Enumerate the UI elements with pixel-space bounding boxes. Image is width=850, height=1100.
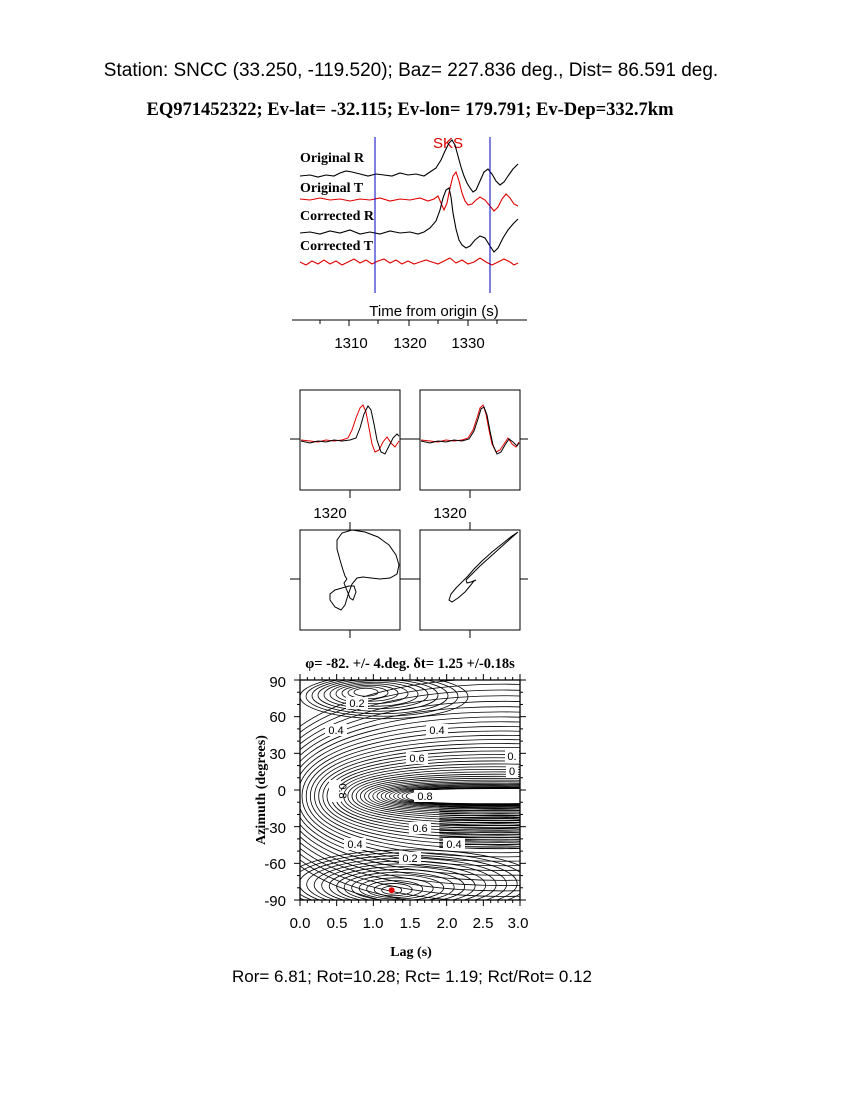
contour-line — [390, 786, 525, 805]
trace-label-corrected-r: Corrected R — [300, 209, 374, 224]
phase-label: SKS — [433, 135, 464, 152]
ratios-line: Ror= 6.81; Rot=10.28; Rct= 1.19; Rct/Rot= 0.12 — [231, 967, 593, 986]
wave-tick-left: 1320 — [313, 505, 347, 522]
contour-label: 0.6 — [409, 753, 425, 765]
ytick-60: 60 — [269, 709, 286, 726]
contour-label: 0. — [507, 751, 517, 763]
contour-line — [439, 832, 523, 833]
xtick-0-5: 0.5 — [326, 915, 348, 932]
contour-label: 0.4 — [446, 839, 462, 851]
event-line: EQ971452322; Ev-lat= -32.115; Ev-lon= 179.791; Ev-Dep=332.7km — [146, 100, 674, 120]
contour-title: φ= -82. +/- 4.deg. δt= 1.25 +/-0.18s — [305, 656, 515, 672]
trace-label-original-r: Original R — [300, 151, 365, 166]
trace-label-corrected-t: Corrected T — [300, 239, 373, 254]
xtick-2: 2.0 — [436, 915, 458, 932]
contour-line — [439, 817, 523, 818]
contour-line — [439, 820, 523, 821]
contour-line — [439, 835, 523, 836]
contour-label: 0.2 — [402, 853, 418, 865]
trace-panel — [292, 135, 527, 352]
contour-line — [354, 688, 378, 696]
wave-right-black — [421, 407, 519, 454]
contour-line — [439, 825, 523, 826]
particle-motion-path-right — [449, 532, 518, 602]
xtick-1-5: 1.5 — [399, 915, 421, 932]
time-tick-1310: 1310 — [334, 335, 368, 352]
contour-label: 0.4 — [328, 725, 344, 737]
xtick-1: 1.0 — [362, 915, 384, 932]
wave-left-red — [301, 405, 399, 452]
wave-left-black — [301, 406, 399, 454]
station-line: Station: SNCC (33.250, -119.520); Baz= 227.836 deg., Dist= 86.591 deg. — [103, 60, 719, 81]
contour-label: 0.6 — [412, 823, 428, 835]
contour-line — [439, 823, 523, 824]
xtick-3: 3.0 — [507, 915, 529, 932]
wave-tick-right: 1320 — [433, 505, 467, 522]
ytick-neg60: -60 — [264, 856, 286, 873]
contour-line — [439, 818, 523, 819]
contour-line — [439, 806, 523, 807]
contour-label: 0.8 — [417, 791, 433, 803]
contour-line — [330, 682, 418, 706]
contour-lines — [260, 675, 550, 915]
contour-label: 0.8 — [336, 783, 348, 799]
time-axis-label: Time from origin (s) — [369, 303, 499, 320]
contour-line — [352, 875, 444, 901]
ytick-neg90: -90 — [264, 893, 286, 910]
contour-label: 0 — [508, 766, 516, 778]
wave-right-red — [421, 405, 519, 452]
best-fit-marker — [389, 887, 395, 893]
contour-xlabel: Lag (s) — [390, 945, 432, 960]
time-tick-1320: 1320 — [393, 335, 427, 352]
contour-label: 0.4 — [429, 725, 445, 737]
contour-label: 0.2 — [349, 698, 365, 710]
contour-line — [439, 827, 523, 828]
particle-motion-left — [290, 522, 410, 638]
particle-motion-path-left — [330, 530, 399, 610]
waveform-panel-left — [290, 390, 410, 498]
xtick-0: 0.0 — [289, 915, 311, 932]
contour-line — [260, 678, 550, 914]
trace-label-original-t: Original T — [300, 181, 364, 196]
particle-motion-right — [410, 522, 528, 638]
ytick-30: 30 — [269, 746, 286, 763]
waveform-panel-right — [410, 390, 528, 498]
ytick-neg30: -30 — [264, 820, 286, 837]
time-tick-1330: 1330 — [451, 335, 485, 352]
contour-label: 0.4 — [347, 839, 363, 851]
trace-corrected-t — [300, 258, 518, 265]
ytick-0: 0 — [277, 783, 286, 800]
ytick-90: 90 — [269, 674, 286, 691]
xtick-2-5: 2.5 — [472, 915, 494, 932]
contour-line — [439, 829, 523, 830]
time-axis-ticks — [320, 320, 497, 326]
contour-line — [394, 787, 524, 805]
contour-ylabel: Azimuth (degrees) — [254, 735, 269, 845]
